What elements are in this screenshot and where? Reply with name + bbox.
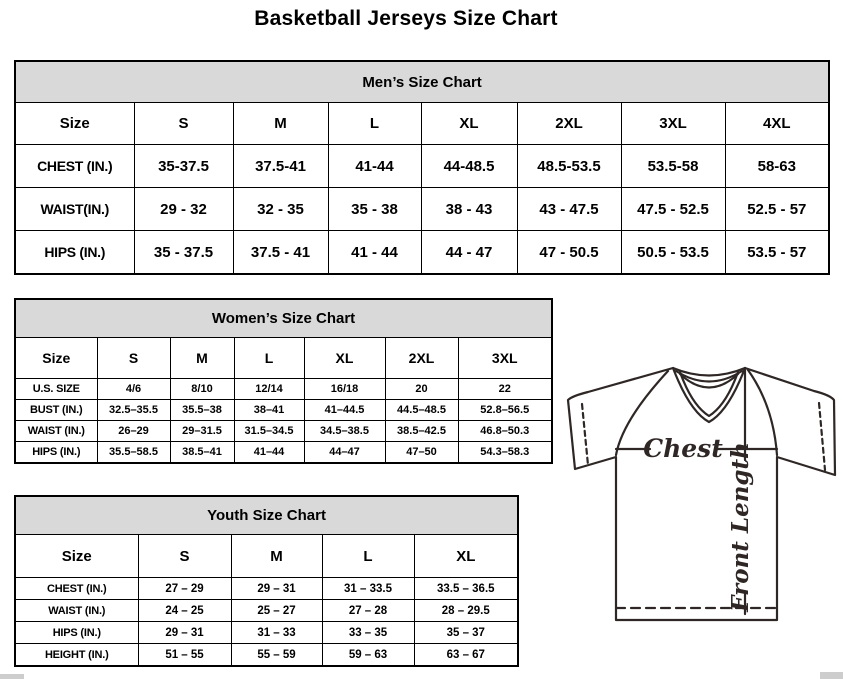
cell: 33 – 35 <box>322 622 414 644</box>
cell: 38–41 <box>234 400 304 421</box>
cell: 16/18 <box>304 379 385 400</box>
cell: 26–29 <box>97 421 170 442</box>
sleeve-cuff-dashed-line <box>582 404 588 465</box>
mens-size-table <box>14 60 830 275</box>
column-header-xl: XL <box>421 103 517 145</box>
cell: 28 – 29.5 <box>414 600 518 622</box>
cell: 27 – 28 <box>322 600 414 622</box>
cell: 35-37.5 <box>134 145 233 188</box>
cell: 41 - 44 <box>328 231 421 275</box>
column-header-size: Size <box>15 338 97 379</box>
cell: 51 – 55 <box>138 644 231 667</box>
row-label: WAIST (IN.) <box>15 600 138 622</box>
table-row-chest <box>15 578 518 600</box>
table-row-chest <box>15 145 829 188</box>
cell: 44–47 <box>304 442 385 464</box>
column-header-row <box>15 338 552 379</box>
column-header-row <box>15 535 518 578</box>
cell: 53.5-58 <box>621 145 725 188</box>
column-header-s: S <box>134 103 233 145</box>
cell: 33.5 – 36.5 <box>414 578 518 600</box>
table-row-us-size <box>15 379 552 400</box>
youth-table-title: Youth Size Chart <box>15 496 518 535</box>
cell: 35.5–38 <box>170 400 234 421</box>
cell: 8/10 <box>170 379 234 400</box>
sleeve-cuff-dashed-line <box>819 403 825 470</box>
column-header-xl: XL <box>304 338 385 379</box>
cell: 34.5–38.5 <box>304 421 385 442</box>
cell: 46.8–50.3 <box>458 421 552 442</box>
cell: 29 – 31 <box>138 622 231 644</box>
column-header-size: Size <box>15 535 138 578</box>
cell: 35 - 37.5 <box>134 231 233 275</box>
cell: 52.8–56.5 <box>458 400 552 421</box>
cell: 59 – 63 <box>322 644 414 667</box>
chest-measure-label: Chest <box>643 434 723 463</box>
cell: 47.5 - 52.5 <box>621 188 725 231</box>
cell: 35.5–58.5 <box>97 442 170 464</box>
table-row-waist <box>15 188 829 231</box>
cell: 37.5 - 41 <box>233 231 328 275</box>
cell: 29 - 32 <box>134 188 233 231</box>
row-label: HIPS (IN.) <box>15 622 138 644</box>
youth-size-table <box>14 495 519 667</box>
column-header-2xl: 2XL <box>385 338 458 379</box>
cell: 38.5–41 <box>170 442 234 464</box>
cell: 32.5–35.5 <box>97 400 170 421</box>
row-label: CHEST (IN.) <box>15 578 138 600</box>
row-label: WAIST(IN.) <box>15 188 134 231</box>
table-row-bust <box>15 400 552 421</box>
cell: 43 - 47.5 <box>517 188 621 231</box>
cell: 37.5-41 <box>233 145 328 188</box>
front-length-measure-label: Front Length <box>727 442 754 612</box>
column-header-m: M <box>233 103 328 145</box>
cell: 63 – 67 <box>414 644 518 667</box>
mens-table-title: Men’s Size Chart <box>15 61 829 103</box>
cell: 32 - 35 <box>233 188 328 231</box>
cell: 44.5–48.5 <box>385 400 458 421</box>
table-row-hips <box>15 622 518 644</box>
jersey-measurement-diagram <box>558 358 843 630</box>
cell: 27 – 29 <box>138 578 231 600</box>
cell: 48.5-53.5 <box>517 145 621 188</box>
cell: 44-48.5 <box>421 145 517 188</box>
column-header-m: M <box>170 338 234 379</box>
column-header-l: L <box>328 103 421 145</box>
row-label: BUST (IN.) <box>15 400 97 421</box>
column-header-s: S <box>138 535 231 578</box>
cell: 41-44 <box>328 145 421 188</box>
cell: 50.5 - 53.5 <box>621 231 725 275</box>
cell: 31 – 33.5 <box>322 578 414 600</box>
womens-size-table <box>14 298 553 464</box>
jersey-outline <box>568 368 835 620</box>
cell: 55 – 59 <box>231 644 322 667</box>
column-header-m: M <box>231 535 322 578</box>
column-header-row <box>15 103 829 145</box>
cell: 25 – 27 <box>231 600 322 622</box>
cell: 41–44 <box>234 442 304 464</box>
cell: 53.5 - 57 <box>725 231 829 275</box>
cell: 4/6 <box>97 379 170 400</box>
row-label: HIPS (IN.) <box>15 442 97 464</box>
table-title-row <box>15 496 518 535</box>
column-header-2xl: 2XL <box>517 103 621 145</box>
cell: 12/14 <box>234 379 304 400</box>
table-row-waist <box>15 600 518 622</box>
row-label: HIPS (IN.) <box>15 231 134 275</box>
cell: 20 <box>385 379 458 400</box>
page-title: Basketball Jerseys Size Chart <box>254 7 558 30</box>
table-row-hips <box>15 231 829 275</box>
horizontal-scrollbar-thumb[interactable] <box>820 672 843 679</box>
cell: 24 – 25 <box>138 600 231 622</box>
cell: 38 - 43 <box>421 188 517 231</box>
cell: 38.5–42.5 <box>385 421 458 442</box>
table-row-hips <box>15 442 552 464</box>
row-label: HEIGHT (IN.) <box>15 644 138 667</box>
column-header-3xl: 3XL <box>458 338 552 379</box>
cell: 31.5–34.5 <box>234 421 304 442</box>
womens-table-title: Women’s Size Chart <box>15 299 552 338</box>
cell: 35 – 37 <box>414 622 518 644</box>
column-header-l: L <box>322 535 414 578</box>
row-label: CHEST (IN.) <box>15 145 134 188</box>
column-header-s: S <box>97 338 170 379</box>
table-row-height <box>15 644 518 667</box>
cell: 44 - 47 <box>421 231 517 275</box>
cell: 47 - 50.5 <box>517 231 621 275</box>
cell: 31 – 33 <box>231 622 322 644</box>
column-header-size: Size <box>15 103 134 145</box>
table-title-row <box>15 299 552 338</box>
column-header-l: L <box>234 338 304 379</box>
cell: 52.5 - 57 <box>725 188 829 231</box>
table-title-row <box>15 61 829 103</box>
row-label: WAIST (IN.) <box>15 421 97 442</box>
cell: 47–50 <box>385 442 458 464</box>
row-label: U.S. SIZE <box>15 379 97 400</box>
column-header-xl: XL <box>414 535 518 578</box>
cell: 35 - 38 <box>328 188 421 231</box>
horizontal-scrollbar-thumb[interactable] <box>0 674 24 679</box>
table-row-waist <box>15 421 552 442</box>
cell: 29 – 31 <box>231 578 322 600</box>
column-header-3xl: 3XL <box>621 103 725 145</box>
cell: 22 <box>458 379 552 400</box>
cell: 58-63 <box>725 145 829 188</box>
cell: 54.3–58.3 <box>458 442 552 464</box>
column-header-4xl: 4XL <box>725 103 829 145</box>
cell: 29–31.5 <box>170 421 234 442</box>
cell: 41–44.5 <box>304 400 385 421</box>
